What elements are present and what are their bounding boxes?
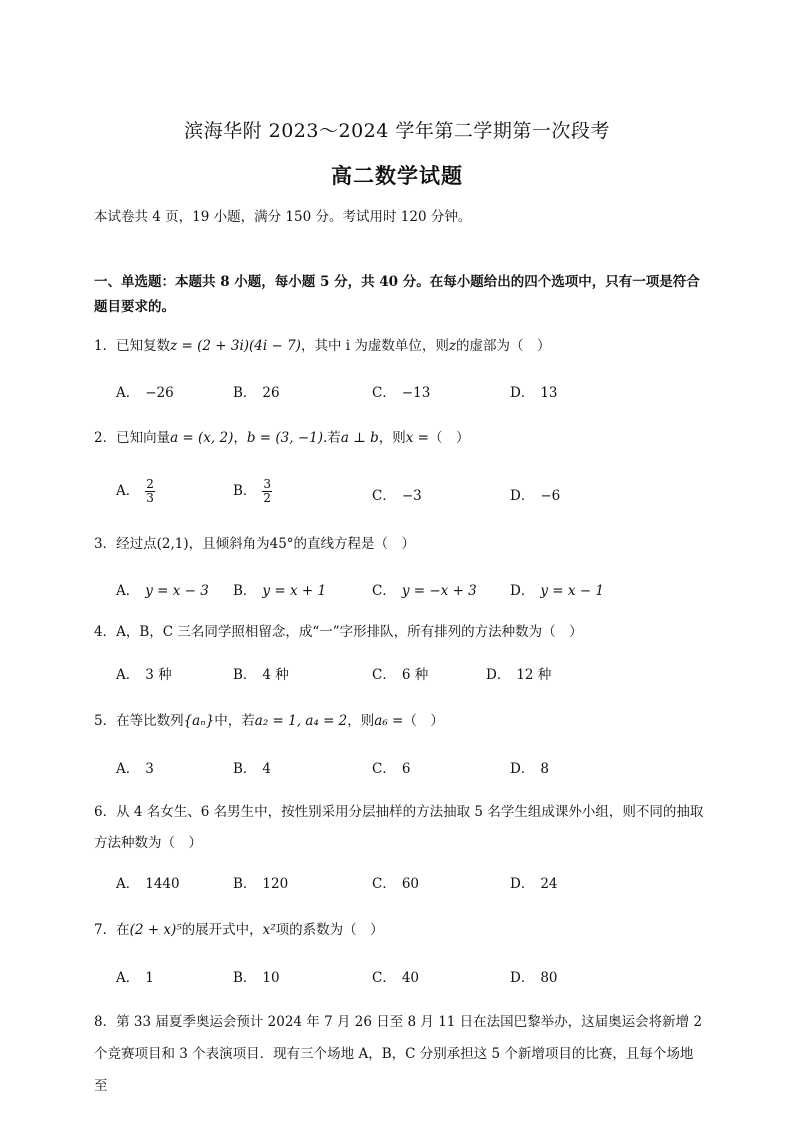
question-number: 7． <box>94 922 117 938</box>
question-6-options <box>116 872 676 896</box>
question-8: 8．第 33 届夏季奥运会预计 2024 年 7 月 26 日至 8 月 11 日在法国巴黎举办，这届奥运会将新增 2 个竞赛项目和 3 个表演项目．现有三个场地 A，B，C 分别承担这 5 个新增项目的比赛，且每个场地至 <box>94 1014 703 1094</box>
section-heading: 一、单选题：本题共 8 小题，每小题 5 分，共 40 分。在每小题给出的四个选项中，只有一项是符合题目要求的。 <box>94 274 700 315</box>
question-3: 3．经过点(2,1)，且倾斜角为45°的直线方程是（ ） <box>94 536 416 552</box>
option-b: B． $\frac{3}{2}$ <box>233 477 272 505</box>
question-2: 2．已知向量a = (x, 2)，b = (3, −1).若a ⊥ b，则x =（ ） <box>94 430 470 446</box>
question-7-options <box>116 966 676 990</box>
math-expression: 45° <box>269 536 294 552</box>
math-expression: b = (3, −1) <box>246 430 324 446</box>
option-a: A． 3 种 <box>116 667 172 683</box>
option-d: D． 8 <box>510 761 549 777</box>
option-c: C． 60 <box>372 876 420 892</box>
option-a: A． y = x − 3 <box>116 583 209 599</box>
exam-subtitle: 高二数学试题 <box>331 163 463 188</box>
math-expression: a = (x, 2) <box>170 430 234 446</box>
question-3-options <box>116 579 676 603</box>
question-1: 1．已知复数z = (2 + 3i)(4i − 7)，其中 i 为虚数单位，则z的虚部为（ ） <box>94 338 551 354</box>
math-expression: z = (2 + 3i)(4i − 7) <box>170 338 301 354</box>
exam-title: 滨海华附 2023～2024 学年第二学期第一次段考 <box>184 120 610 142</box>
question-number: 1． <box>94 338 117 354</box>
question-number: 4． <box>94 624 117 640</box>
math-expression: x² <box>262 922 276 938</box>
question-6: 6．从 4 名女生、6 名男生中，按性别采用分层抽样的方法抽取 5 名学生组成课外小组，则不同的抽取方法种数为（ ） <box>94 804 704 851</box>
option-c: C． −3 <box>372 488 422 504</box>
question-2-options <box>116 474 676 514</box>
math-expression: a₂ = 1, a₄ = 2 <box>254 713 348 729</box>
question-number: 8． <box>94 1014 117 1030</box>
question-5: 5．在等比数列{aₙ}中，若a₂ = 1, a₄ = 2，则a₆ =（ ） <box>94 713 444 729</box>
fraction: $\frac{2}{3}$ <box>146 477 154 505</box>
option-a: A． −26 <box>116 385 174 401</box>
option-b: B． 4 <box>233 761 272 777</box>
fraction: $\frac{3}{2}$ <box>263 477 272 505</box>
option-a: A． 1440 <box>116 876 180 892</box>
option-d: D． 80 <box>510 970 558 986</box>
option-d: D． −6 <box>510 488 561 504</box>
option-c: C． 6 <box>372 761 411 777</box>
math-expression: a₆ = <box>374 713 404 729</box>
option-b: B． 120 <box>233 876 289 892</box>
question-number: 6． <box>94 804 117 820</box>
option-c: C． y = −x + 3 <box>372 583 477 599</box>
question-5-options <box>116 757 676 781</box>
option-a: A． 3 <box>116 761 154 777</box>
option-b: B． y = x + 1 <box>233 583 327 599</box>
math-expression: a ⊥ b <box>340 430 379 446</box>
option-a: A． 1 <box>116 970 154 986</box>
option-b: B． 10 <box>233 970 280 986</box>
question-4-options <box>116 663 676 687</box>
option-d: D． 12 种 <box>486 667 552 683</box>
question-number: 3． <box>94 536 117 552</box>
option-a: A． $\frac{2}{3}$ <box>116 477 154 505</box>
option-d: D． 24 <box>510 876 558 892</box>
option-b: B． 26 <box>233 385 280 401</box>
option-c: C． 40 <box>372 970 420 986</box>
option-b: B． 4 种 <box>233 667 289 683</box>
exam-intro: 本试卷共 4 页，19 小题，满分 150 分。考试用时 120 分钟。 <box>94 209 472 225</box>
math-expression: {aₙ} <box>183 713 215 729</box>
question-1-options <box>116 381 676 405</box>
option-d: D． 13 <box>510 385 558 401</box>
math-expression: (2 + x)⁵ <box>129 922 182 938</box>
math-expression: (2,1) <box>156 536 189 552</box>
option-c: C． −13 <box>372 385 431 401</box>
question-4: 4．A，B，C 三名同学照相留念，成“一”字形排队，所有排列的方法种数为（ ） <box>94 624 583 640</box>
question-number: 2． <box>94 430 117 446</box>
question-7: 7．在(2 + x)⁵的展开式中，x²项的系数为（ ） <box>94 922 384 938</box>
option-c: C． 6 种 <box>372 667 429 683</box>
option-d: D． y = x − 1 <box>510 583 604 599</box>
question-number: 5． <box>94 713 117 729</box>
